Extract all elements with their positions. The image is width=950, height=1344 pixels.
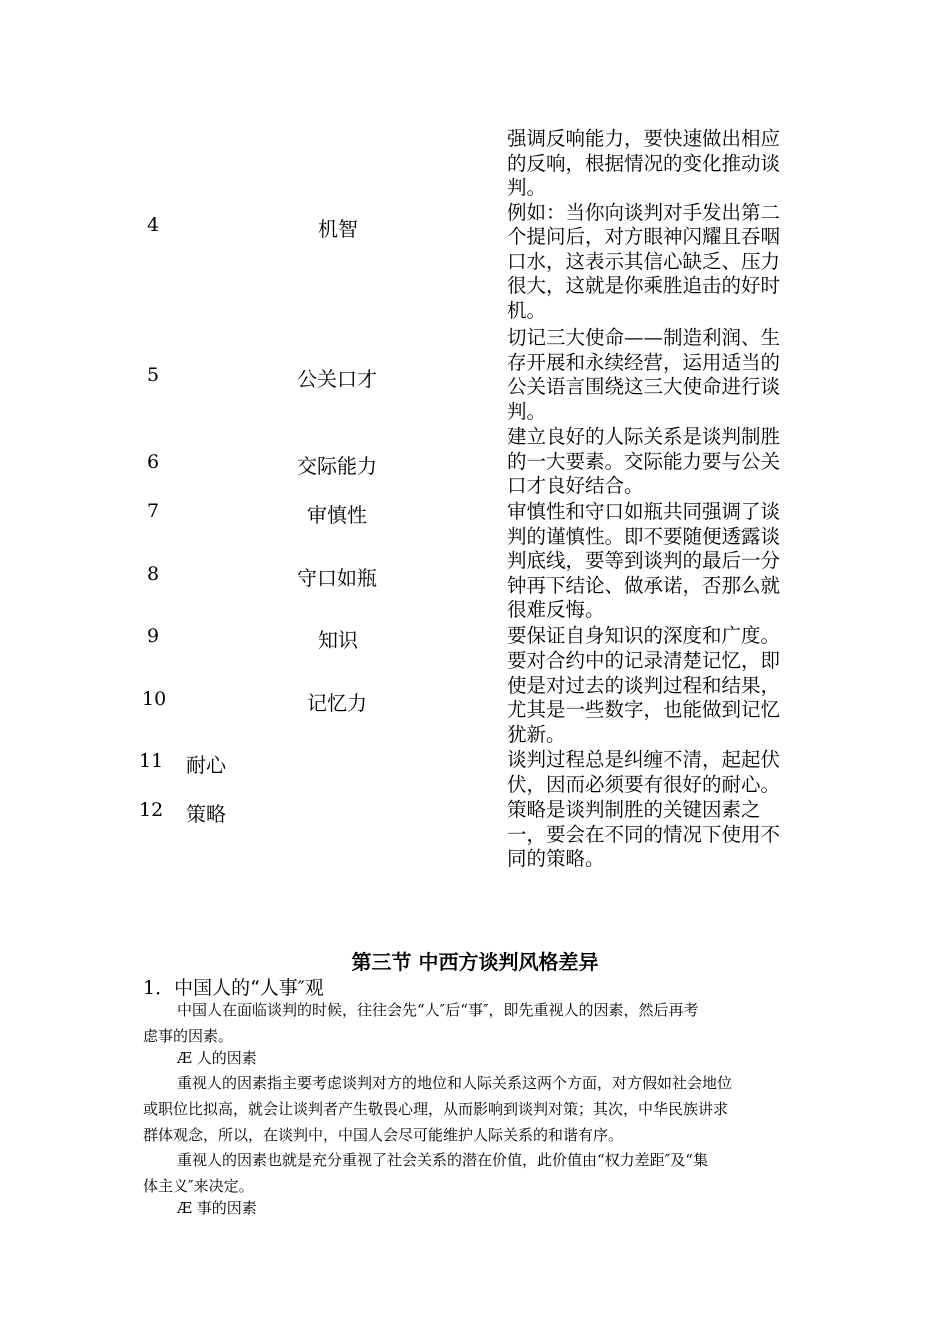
row-5-number: 5 <box>147 364 160 386</box>
row-6-name: 交际能力 <box>297 454 377 478</box>
row-6-number: 6 <box>147 451 160 473</box>
row-7-8-description: 审慎性和守口如瓶共同强调了谈 判的谨慎性。即不要随便透露谈 判底线，要等到谈判的最后一分 钟再下结论、做承诺，否那么就 很难反悔。 <box>507 500 781 621</box>
row-10-number: 10 <box>142 688 167 710</box>
bullet-matter-factor: Æ 事的因素 <box>177 1199 257 1217</box>
row-8-name: 守口如瓶 <box>297 566 377 590</box>
row-9-number: 9 <box>147 625 160 647</box>
row-11-number: 11 <box>139 750 164 772</box>
row-5-name: 公关口才 <box>297 367 377 391</box>
row-12-number: 12 <box>139 799 164 821</box>
section-title: 第三节 中西方谈判风格差异 <box>351 950 599 974</box>
row-4-name: 机智 <box>318 217 358 241</box>
row-5-description: 切记三大使命——制造利润、生 存开展和永续经营，运用适当的 公关语言围绕这三大使命进行谈 判。 <box>507 326 781 423</box>
row-9-name: 知识 <box>318 628 358 652</box>
row-4-description: 强调反响能力，要快速做出相应 的反响，根据情况的变化推动谈 判。 例如：当你向谈判对手发出第二 个提问后，对方眼神闪耀且吞咽 口水，这表示其信心缺乏、压力 很大，这就是你乘胜追击的好时 机。 <box>507 127 781 322</box>
row-7-name: 审慎性 <box>307 503 367 527</box>
row-12-description: 策略是谈判制胜的关键因素之 一，要会在不同的情况下使用不 同的策略。 <box>507 798 781 870</box>
paragraph-1: 中国人在面临谈判的时候，往往会先“人″后“事″，即先重视人的因素，然后再考 虑事的因素。 <box>143 1001 699 1045</box>
row-6-description: 建立良好的人际关系是谈判制胜 的一大要素。交际能力要与公关 口才良好结合。 <box>507 425 781 497</box>
paragraph-2: 重视人的因素指主要考虑谈判对方的地位和人际关系这两个方面，对方假如社会地位 或职位比拟高，就会让谈判者产生敬畏心理，从而影响到谈判对策；其次，中华民族讲求 群体观念，所以，在谈判中，中国人会尽可能维护人际关系的和谐有序。 <box>143 1074 733 1144</box>
bullet-people-factor: Æ 人的因素 <box>177 1049 257 1067</box>
row-12-name: 策略 <box>186 802 226 826</box>
row-8-number: 8 <box>147 563 160 585</box>
section-heading: 1．中国人的“人事″观 <box>143 977 324 999</box>
row-10-name: 记忆力 <box>307 691 367 715</box>
row-11-description: 谈判过程总是纠缠不清，起起伏 伏，因而必须要有很好的耐心。 <box>507 748 781 796</box>
row-11-name: 耐心 <box>186 753 226 777</box>
row-9-description: 要保证自身知识的深度和广度。 <box>507 624 781 647</box>
row-10-description: 要对合约中的记录清楚记忆，即 使是对过去的谈判过程和结果， 尤其是一些数字，也能做到记忆 犹新。 <box>507 649 781 746</box>
row-4-number: 4 <box>147 214 160 236</box>
paragraph-3: 重视人的因素也就是充分重视了社会关系的潜在价值，此价值由“权力差距″及“集 体主义″来决定。 <box>143 1151 708 1195</box>
row-7-number: 7 <box>147 500 160 522</box>
